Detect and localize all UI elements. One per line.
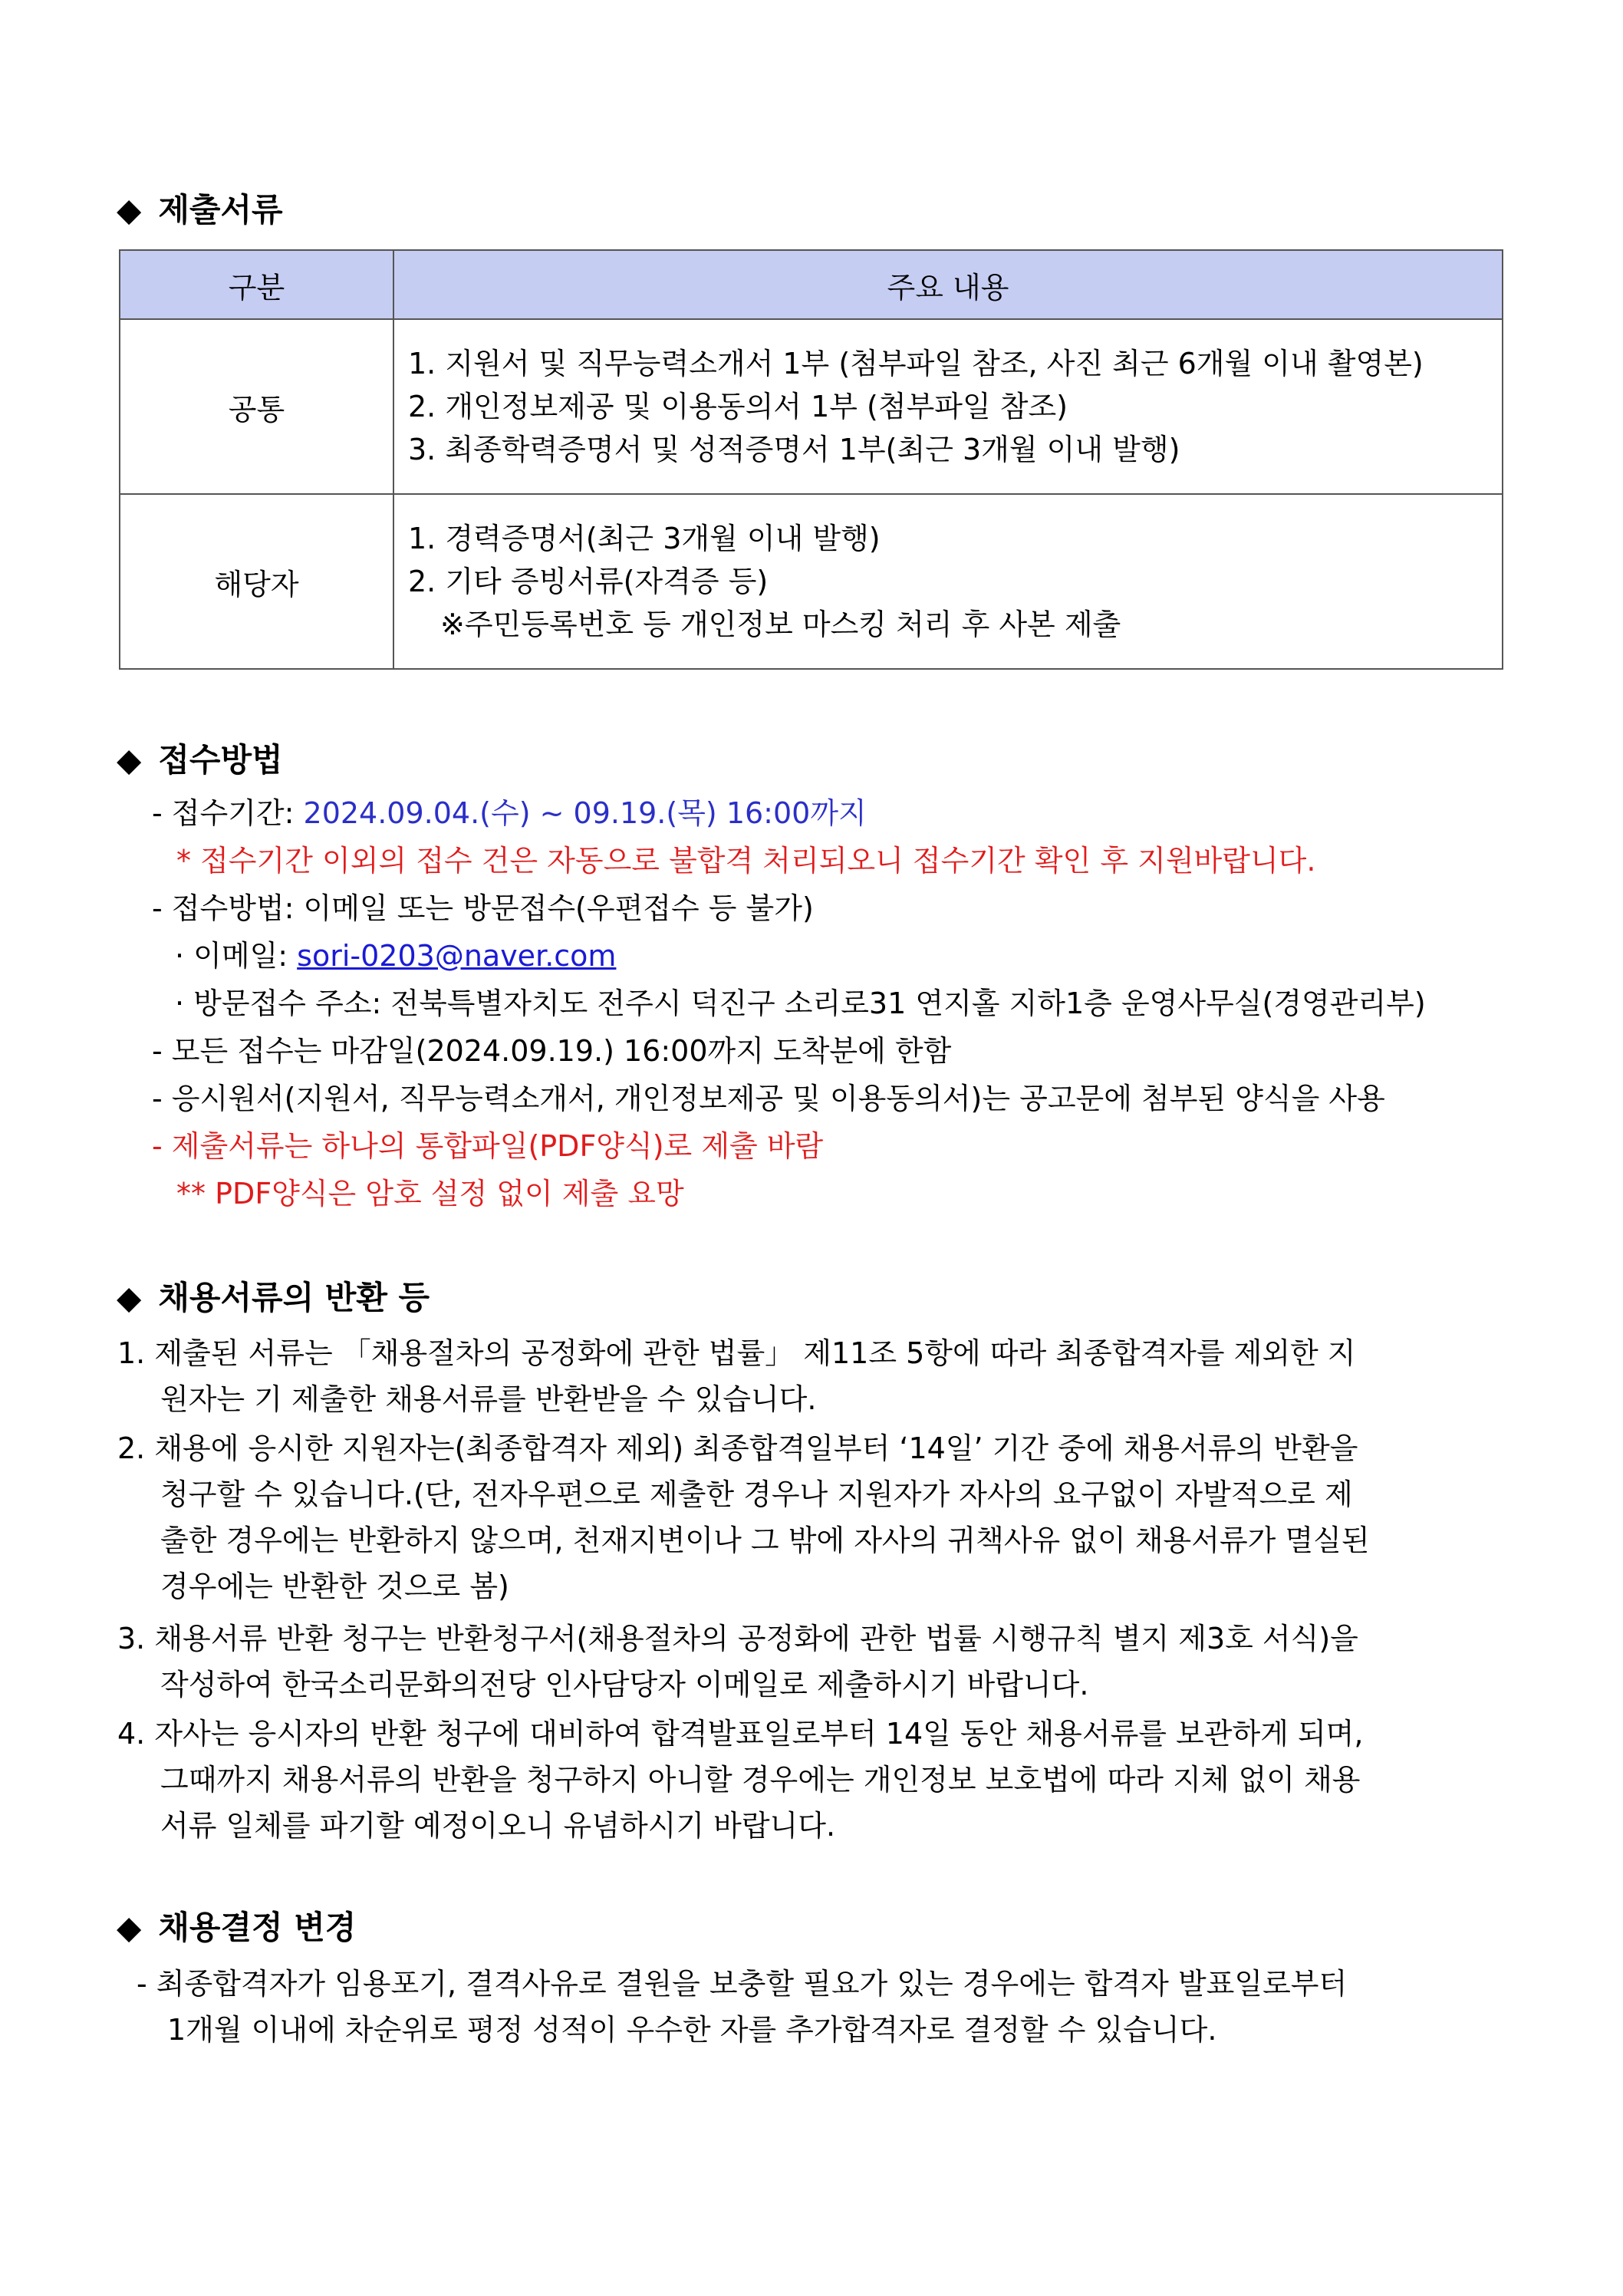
- list-item: 1. 경력증명서(최근 3개월 이내 발행): [408, 522, 881, 555]
- decision-change-text: [137, 1961, 1347, 2053]
- table-header-row: [120, 250, 1503, 319]
- email-link[interactable]: sori-0203@naver.com: [297, 939, 617, 973]
- section-heading-documents: [117, 189, 283, 232]
- heading-text: 채용결정 변경: [158, 1909, 357, 1946]
- diamond-bullet-icon: ◆: [117, 1909, 142, 1946]
- text-line: 1. 제출된 서류는 「채용절차의 공정화에 관한 법률」 제11조 5항에 따라 최종합격자를 제외한 지: [117, 1336, 1356, 1370]
- period-label: - 접수기간:: [152, 796, 304, 830]
- text-line: 원자는 기 제출한 채용서류를 반환받을 수 있습니다.: [160, 1382, 817, 1416]
- return-item-4: [117, 1711, 1363, 1849]
- diamond-bullet-icon: ◆: [117, 191, 142, 229]
- list-item: 2. 개인정보제공 및 이용동의서 1부 (첨부파일 참조): [408, 390, 1068, 423]
- diamond-bullet-icon: ◆: [117, 741, 142, 779]
- text-line: 3. 채용서류 반환 청구는 반환청구서(채용절차의 공정화에 관한 법률 시행규칙 별지 제3호 서식)을: [117, 1622, 1358, 1655]
- email-label: · 이메일:: [175, 939, 298, 973]
- forms-note: - 응시원서(지원서, 직무능력소개서, 개인정보제공 및 이용동의서)는 공고문에 첨부된 양식을 사용: [152, 1082, 1385, 1115]
- text-line: 경우에는 반환한 것으로 봄): [160, 1570, 509, 1603]
- text-line: 2. 채용에 응시한 지원자는(최종합격자 제외) 최종합격일부터 ‘14일’ 기간 중에 채용서류의 반환을: [117, 1431, 1358, 1465]
- diamond-bullet-icon: ◆: [117, 1279, 142, 1316]
- text-line: 청구할 수 있습니다.(단, 전자우편으로 제출한 경우나 지원자가 자사의 요구없이 자발적으로 제: [160, 1477, 1353, 1511]
- period-note: * 접수기간 이외의 접수 건은 자동으로 불합격 처리되오니 접수기간 확인 후 지원바랍니다.: [176, 844, 1316, 878]
- row-category: 해당자: [120, 494, 393, 669]
- pdf-note: - 제출서류는 하나의 통합파일(PDF양식)로 제출 바람: [152, 1129, 824, 1163]
- list-item: 1. 지원서 및 직무능력소개서 1부 (첨부파일 참조, 사진 최근 6개월 이내 촬영본): [408, 347, 1424, 380]
- heading-text: 채용서류의 반환 등: [158, 1279, 430, 1316]
- list-item: 2. 기타 증빙서류(자격증 등): [408, 565, 769, 598]
- text-line: 4. 자사는 응시자의 반환 청구에 대비하여 합격발표일로부터 14일 동안 채용서류를 보관하게 되며,: [117, 1717, 1364, 1751]
- text-line: 출한 경우에는 반환하지 않으며, 천재지변이나 그 밖에 자사의 귀책사유 없이 채용서류가 멸실된: [160, 1524, 1370, 1557]
- row-category: 공통: [120, 319, 393, 494]
- table-row: [120, 319, 1503, 494]
- period-value: 2024.09.04.(수) ~ 09.19.(목) 16:00까지: [303, 796, 867, 830]
- text-line: 서류 일체를 파기할 예정이오니 유념하시기 바랍니다.: [160, 1809, 836, 1843]
- row-content: [393, 319, 1503, 494]
- email-line: [175, 937, 616, 975]
- section-heading-application: [117, 739, 283, 782]
- table-row: [120, 494, 1503, 669]
- text-line: 작성하여 한국소리문화의전당 인사담당자 이메일로 제출하시기 바랍니다.: [160, 1668, 1089, 1701]
- documents-table: [119, 249, 1503, 670]
- section-heading-decision-change: [117, 1906, 356, 1949]
- text-line: 그때까지 채용서류의 반환을 청구하지 아니할 경우에는 개인정보 보호법에 따라 지체 없이 채용: [160, 1763, 1361, 1797]
- text-line: - 최종합격자가 임용포기, 결격사유로 결원을 보충할 필요가 있는 경우에는 합격자 발표일로부터: [137, 1967, 1348, 2001]
- text-line: 1개월 이내에 차순위로 평정 성적이 우수한 자를 추가합격자로 결정할 수 있습니다.: [167, 2013, 1217, 2047]
- row-content: [393, 494, 1503, 669]
- visit-address: · 방문접수 주소: 전북특별자치도 전주시 덕진구 소리로31 연지홀 지하1층 운영사무실(경영관리부): [175, 987, 1426, 1020]
- return-item-2: [117, 1425, 1370, 1609]
- return-item-3: [117, 1616, 1358, 1708]
- heading-text: 제출서류: [158, 191, 283, 229]
- application-period: [152, 794, 867, 832]
- list-item: ※주민등록번호 등 개인정보 마스킹 처리 후 사본 제출: [440, 608, 1121, 641]
- header-content: 주요 내용: [393, 250, 1503, 319]
- application-method: - 접수방법: 이메일 또는 방문접수(우편접수 등 불가): [152, 891, 814, 925]
- section-heading-return: [117, 1276, 430, 1319]
- return-item-1: [117, 1330, 1356, 1422]
- pdf-password-note: ** PDF양식은 암호 설정 없이 제출 요망: [176, 1177, 684, 1211]
- list-item: 3. 최종학력증명서 및 성적증명서 1부(최근 3개월 이내 발행): [408, 433, 1180, 466]
- deadline-note: - 모든 접수는 마감일(2024.09.19.) 16:00까지 도착분에 한함: [152, 1034, 952, 1068]
- header-category: 구분: [120, 250, 393, 319]
- heading-text: 접수방법: [158, 741, 283, 779]
